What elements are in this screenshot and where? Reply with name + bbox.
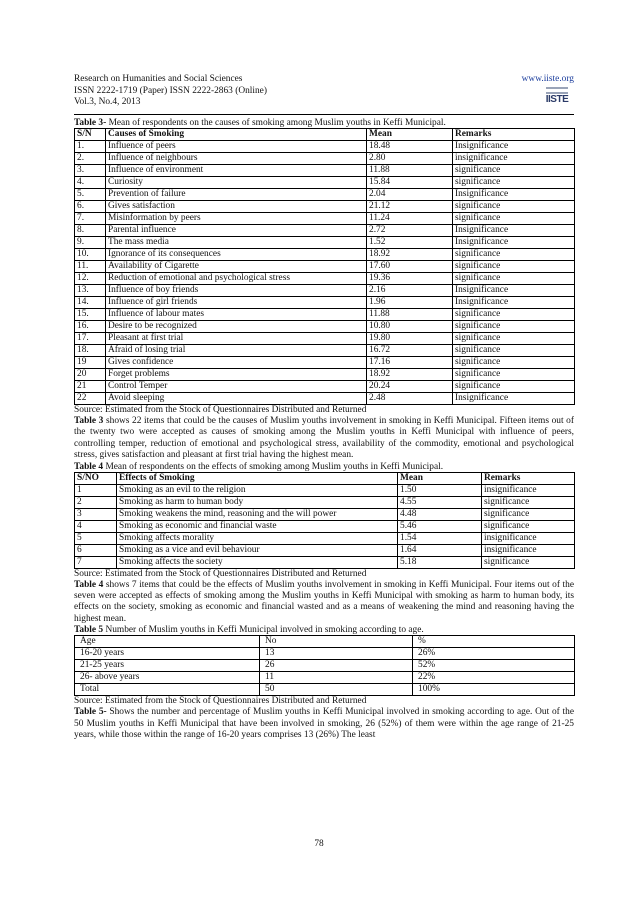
table4-description bbox=[74, 580, 574, 626]
table-row bbox=[75, 309, 575, 321]
cell-remarks: significance bbox=[453, 321, 575, 333]
cell-remarks: significance bbox=[453, 249, 575, 261]
cell-sno: 6 bbox=[75, 544, 117, 556]
cell-remarks: Insignificance bbox=[453, 297, 575, 309]
table4-header-mean: Mean bbox=[398, 472, 482, 484]
table-row bbox=[75, 684, 575, 696]
cell-mean: 4.48 bbox=[398, 508, 482, 520]
table5-desc-text: Shows the number and percentage of Muslim youths in Keffi Municipal involved in smoking according to age. Out of the 50 Muslim youths in Keffi Municipal that have been involved in smoking, 26 (52%) of them were within the age range of 21-25 years, while those within the range of 16-20 years comprises 13 (26%) The least bbox=[74, 707, 574, 741]
cell-cause: Influence of girl friends bbox=[106, 297, 367, 309]
table-row bbox=[75, 321, 575, 333]
cell-cause: Pleasant at first trial bbox=[106, 333, 367, 345]
table-row bbox=[75, 201, 575, 213]
table-row bbox=[75, 660, 575, 672]
cell-effect: Smoking as economic and financial waste bbox=[117, 520, 398, 532]
table5-desc-label: Table 5- bbox=[74, 707, 107, 718]
cell-mean: 11.88 bbox=[367, 309, 453, 321]
table-row bbox=[75, 141, 575, 153]
iiste-logo bbox=[544, 87, 570, 109]
table3-desc-label: Table 3 bbox=[74, 416, 104, 426]
table-row bbox=[75, 153, 575, 165]
cell-mean: 11.24 bbox=[367, 213, 453, 225]
table-row bbox=[75, 237, 575, 249]
cell-remarks: significance bbox=[453, 345, 575, 357]
cell-cause: Curiosity bbox=[106, 177, 367, 189]
cell-sn: 20 bbox=[75, 369, 106, 381]
table4-caption-text: Mean of respondents on the effects of smoking among Muslim youths in Keffi Municipal. bbox=[103, 461, 444, 472]
table-row bbox=[75, 213, 575, 225]
cell-cause: Avoid sleeping bbox=[106, 393, 367, 405]
table4-body bbox=[75, 484, 575, 568]
cell-mean: 10.80 bbox=[367, 321, 453, 333]
table5-caption bbox=[74, 625, 574, 635]
cell-remarks: Insignificance bbox=[453, 285, 575, 297]
cell-sn: 12. bbox=[75, 273, 106, 285]
cell-mean: 1.96 bbox=[367, 297, 453, 309]
cell-sn: 3. bbox=[75, 165, 106, 177]
cell-cause: Control Temper bbox=[106, 381, 367, 393]
table3-caption-text: Mean of respondents on the causes of smoking among Muslim youths in Keffi Municipal. bbox=[106, 118, 446, 128]
table-row bbox=[75, 177, 575, 189]
table4-header-remarks: Remarks bbox=[482, 472, 575, 484]
cell-sno: 1 bbox=[75, 484, 117, 496]
cell-remarks: significance bbox=[482, 520, 575, 532]
cell-percent: 26% bbox=[413, 648, 575, 660]
cell-remarks: insignificance bbox=[482, 484, 575, 496]
table-row bbox=[75, 261, 575, 273]
cell-cause: Influence of peers bbox=[106, 141, 367, 153]
cell-sn: 1. bbox=[75, 141, 106, 153]
table3-causes-of-smoking bbox=[74, 128, 575, 405]
table-row bbox=[75, 165, 575, 177]
cell-sno: 2 bbox=[75, 496, 117, 508]
table-row bbox=[75, 273, 575, 285]
cell-remarks: significance bbox=[453, 165, 575, 177]
cell-cause: Forget problems bbox=[106, 369, 367, 381]
cell-mean: 11.88 bbox=[367, 165, 453, 177]
cell-effect: Smoking as a vice and evil behaviour bbox=[117, 544, 398, 556]
cell-no: 11 bbox=[260, 672, 413, 684]
table-row bbox=[75, 544, 575, 556]
cell-mean: 21.12 bbox=[367, 201, 453, 213]
cell-age: 16-20 years bbox=[75, 648, 260, 660]
cell-mean: 4.55 bbox=[398, 496, 482, 508]
table3-header-remarks: Remarks bbox=[453, 129, 575, 141]
cell-mean: 19.36 bbox=[367, 273, 453, 285]
cell-remarks: significance bbox=[453, 357, 575, 369]
table-row bbox=[75, 672, 575, 684]
table5-header-no: No bbox=[260, 636, 413, 648]
table3-header-sn: S/N bbox=[75, 129, 106, 141]
cell-sn: 17. bbox=[75, 333, 106, 345]
cell-remarks: insignificance bbox=[482, 532, 575, 544]
table-row bbox=[75, 333, 575, 345]
table5-header-row bbox=[75, 636, 575, 648]
table5-caption-label: Table 5 bbox=[74, 625, 104, 636]
table4-caption-label: Table 4 bbox=[74, 461, 104, 472]
cell-cause: The mass media bbox=[106, 237, 367, 249]
cell-sn: 9. bbox=[75, 237, 106, 249]
table4-desc-text: shows 7 items that could be the effects of Muslim youths involvement in smoking in Keffi Municipal. Four items out of the seven were accepted as effects of smoking among the Muslim youths in Keffi Municipal with smoking as harm to human body, its effects on the society, smoking as economic and financial wasted and as a means of weakening the mind and reasoning having the highest mean. bbox=[74, 579, 574, 624]
cell-remarks: significance bbox=[453, 213, 575, 225]
cell-sn: 21 bbox=[75, 381, 106, 393]
cell-mean: 2.16 bbox=[367, 285, 453, 297]
cell-remarks: significance bbox=[453, 369, 575, 381]
cell-mean: 5.18 bbox=[398, 556, 482, 568]
cell-effect: Smoking weakens the mind, reasoning and the will power bbox=[117, 508, 398, 520]
cell-remarks: Insignificance bbox=[453, 189, 575, 201]
cell-remarks: insignificance bbox=[482, 544, 575, 556]
cell-cause: Availability of Cigarette bbox=[106, 261, 367, 273]
table4-desc-label: Table 4 bbox=[74, 579, 104, 590]
journal-title: Research on Humanities and Social Sciences bbox=[74, 74, 243, 84]
cell-sn: 4. bbox=[75, 177, 106, 189]
cell-remarks: significance bbox=[453, 333, 575, 345]
table4-header-sno: S/NO bbox=[75, 472, 117, 484]
table-row bbox=[75, 249, 575, 261]
table-row bbox=[75, 381, 575, 393]
cell-mean: 16.72 bbox=[367, 345, 453, 357]
cell-sn: 2. bbox=[75, 153, 106, 165]
cell-remarks: significance bbox=[482, 556, 575, 568]
table-row bbox=[75, 484, 575, 496]
page-number: 78 bbox=[314, 839, 324, 849]
table5-source: Source: Estimated from the Stock of Questionnaires Distributed and Returned bbox=[74, 696, 367, 707]
cell-effect: Smoking affects the society bbox=[117, 556, 398, 568]
cell-sno: 5 bbox=[75, 532, 117, 544]
cell-remarks: significance bbox=[453, 381, 575, 393]
cell-age: 26- above years bbox=[75, 672, 260, 684]
cell-cause: Reduction of emotional and psychological stress bbox=[106, 273, 367, 285]
cell-mean: 1.64 bbox=[398, 544, 482, 556]
journal-volume: Vol.3, No.4, 2013 bbox=[74, 97, 141, 107]
cell-mean: 18.92 bbox=[367, 249, 453, 261]
cell-sn: 6. bbox=[75, 201, 106, 213]
table-row bbox=[75, 520, 575, 532]
table3-caption-label: Table 3- bbox=[74, 118, 107, 128]
cell-mean: 1.54 bbox=[398, 532, 482, 544]
cell-mean: 19.80 bbox=[367, 333, 453, 345]
cell-sn: 18. bbox=[75, 345, 106, 357]
table3-caption bbox=[74, 118, 574, 128]
cell-sn: 13. bbox=[75, 285, 106, 297]
cell-percent: 22% bbox=[413, 672, 575, 684]
cell-mean: 17.16 bbox=[367, 357, 453, 369]
table3-body bbox=[75, 141, 575, 405]
cell-mean: 2.72 bbox=[367, 225, 453, 237]
cell-sn: 7. bbox=[75, 213, 106, 225]
table-row bbox=[75, 285, 575, 297]
table-row bbox=[75, 225, 575, 237]
cell-cause: Influence of boy friends bbox=[106, 285, 367, 297]
journal-url-link[interactable]: www.iiste.org bbox=[521, 74, 574, 84]
cell-age: Total bbox=[75, 684, 260, 696]
cell-sn: 8. bbox=[75, 225, 106, 237]
cell-cause: Influence of neighbours bbox=[106, 153, 367, 165]
table-row bbox=[75, 508, 575, 520]
cell-cause: Influence of labour mates bbox=[106, 309, 367, 321]
cell-mean: 2.48 bbox=[367, 393, 453, 405]
table5-header-age: Age bbox=[75, 636, 260, 648]
cell-effect: Smoking affects morality bbox=[117, 532, 398, 544]
table4-source: Source: Estimated from the Stock of Questionnaires Distributed and Returned bbox=[74, 568, 367, 579]
cell-effect: Smoking as harm to human body bbox=[117, 496, 398, 508]
cell-remarks: significance bbox=[453, 309, 575, 321]
table4-header-row bbox=[75, 472, 575, 484]
table-row bbox=[75, 189, 575, 201]
table-row bbox=[75, 345, 575, 357]
cell-mean: 18.48 bbox=[367, 141, 453, 153]
page-content bbox=[74, 118, 574, 741]
cell-sno: 3 bbox=[75, 508, 117, 520]
cell-mean: 1.52 bbox=[367, 237, 453, 249]
cell-mean: 17.60 bbox=[367, 261, 453, 273]
cell-sn: 11. bbox=[75, 261, 106, 273]
cell-sn: 10. bbox=[75, 249, 106, 261]
cell-sn: 22 bbox=[75, 393, 106, 405]
cell-mean: 1.50 bbox=[398, 484, 482, 496]
cell-no: 13 bbox=[260, 648, 413, 660]
table3-desc-text: shows 22 items that could be the causes of Muslim youths involvement in smoking in Keffi Municipal. Fifteen items out of the twenty two were accepted as causes of smoking among the Muslim youths in Keffi Municipal with influence of peers, controlling temper, reduction of emotional and psychological stress, availability of the commodity, emotional and psychological stress, gives satisfaction and pleasant at first trial having the highest mean. bbox=[74, 416, 574, 461]
cell-remarks: Insignificance bbox=[453, 141, 575, 153]
cell-cause: Prevention of failure bbox=[106, 189, 367, 201]
cell-no: 50 bbox=[260, 684, 413, 696]
cell-remarks: significance bbox=[453, 177, 575, 189]
cell-sn: 14. bbox=[75, 297, 106, 309]
cell-cause: Afraid of losing trial bbox=[106, 345, 367, 357]
cell-remarks: insignificance bbox=[453, 153, 575, 165]
cell-cause: Parental influence bbox=[106, 225, 367, 237]
table5-body bbox=[75, 648, 575, 696]
table-row bbox=[75, 532, 575, 544]
cell-mean: 18.92 bbox=[367, 369, 453, 381]
cell-remarks: Insignificance bbox=[453, 225, 575, 237]
cell-no: 26 bbox=[260, 660, 413, 672]
cell-sno: 7 bbox=[75, 556, 117, 568]
cell-mean: 2.80 bbox=[367, 153, 453, 165]
table4-effects-of-smoking bbox=[74, 472, 575, 569]
logo-stripes bbox=[546, 87, 568, 94]
table5-description bbox=[74, 707, 574, 741]
cell-cause: Gives satisfaction bbox=[106, 201, 367, 213]
cell-percent: 52% bbox=[413, 660, 575, 672]
cell-percent: 100% bbox=[413, 684, 575, 696]
cell-remarks: significance bbox=[482, 508, 575, 520]
table-row bbox=[75, 393, 575, 405]
cell-remarks: significance bbox=[453, 273, 575, 285]
table5-header-percent: % bbox=[413, 636, 575, 648]
cell-sn: 15. bbox=[75, 309, 106, 321]
cell-sn: 5. bbox=[75, 189, 106, 201]
table5-caption-text: Number of Muslim youths in Keffi Municipal involved in smoking according to age. bbox=[103, 625, 424, 636]
logo-text: IISTE bbox=[545, 94, 569, 105]
cell-age: 21-25 years bbox=[75, 660, 260, 672]
table-row bbox=[75, 357, 575, 369]
table-row bbox=[75, 496, 575, 508]
header-rule bbox=[74, 114, 574, 115]
table3-source: Source: Estimated from the Stock of Questionnaires Distributed and Returned bbox=[74, 405, 367, 415]
table-row bbox=[75, 556, 575, 568]
table5-smokers-by-age bbox=[74, 635, 575, 696]
cell-remarks: Insignificance bbox=[453, 393, 575, 405]
table4-caption bbox=[74, 462, 574, 472]
cell-remarks: Insignificance bbox=[453, 237, 575, 249]
cell-mean: 20.24 bbox=[367, 381, 453, 393]
cell-sn: 19 bbox=[75, 357, 106, 369]
table3-header-cause: Causes of Smoking bbox=[106, 129, 367, 141]
cell-remarks: significance bbox=[482, 496, 575, 508]
journal-info bbox=[74, 74, 267, 109]
cell-sno: 4 bbox=[75, 520, 117, 532]
cell-cause: Gives confidence bbox=[106, 357, 367, 369]
cell-mean: 5.46 bbox=[398, 520, 482, 532]
cell-remarks: significance bbox=[453, 201, 575, 213]
table4-header-effect: Effects of Smoking bbox=[117, 472, 398, 484]
table-row bbox=[75, 297, 575, 309]
table3-description bbox=[74, 416, 574, 462]
cell-cause: Desire to be recognized bbox=[106, 321, 367, 333]
cell-sn: 16. bbox=[75, 321, 106, 333]
cell-mean: 15.84 bbox=[367, 177, 453, 189]
page-header bbox=[74, 74, 574, 116]
cell-cause: Influence of environment bbox=[106, 165, 367, 177]
table-row bbox=[75, 369, 575, 381]
cell-mean: 2.04 bbox=[367, 189, 453, 201]
journal-issn: ISSN 2222-1719 (Paper) ISSN 2222-2863 (Online) bbox=[74, 85, 267, 96]
cell-cause: Misinformation by peers bbox=[106, 213, 367, 225]
cell-remarks: significance bbox=[453, 261, 575, 273]
table3-header-row bbox=[75, 129, 575, 141]
table3-header-mean: Mean bbox=[367, 129, 453, 141]
cell-cause: Ignorance of its consequences bbox=[106, 249, 367, 261]
cell-effect: Smoking as an evil to the religion bbox=[117, 484, 398, 496]
table-row bbox=[75, 648, 575, 660]
